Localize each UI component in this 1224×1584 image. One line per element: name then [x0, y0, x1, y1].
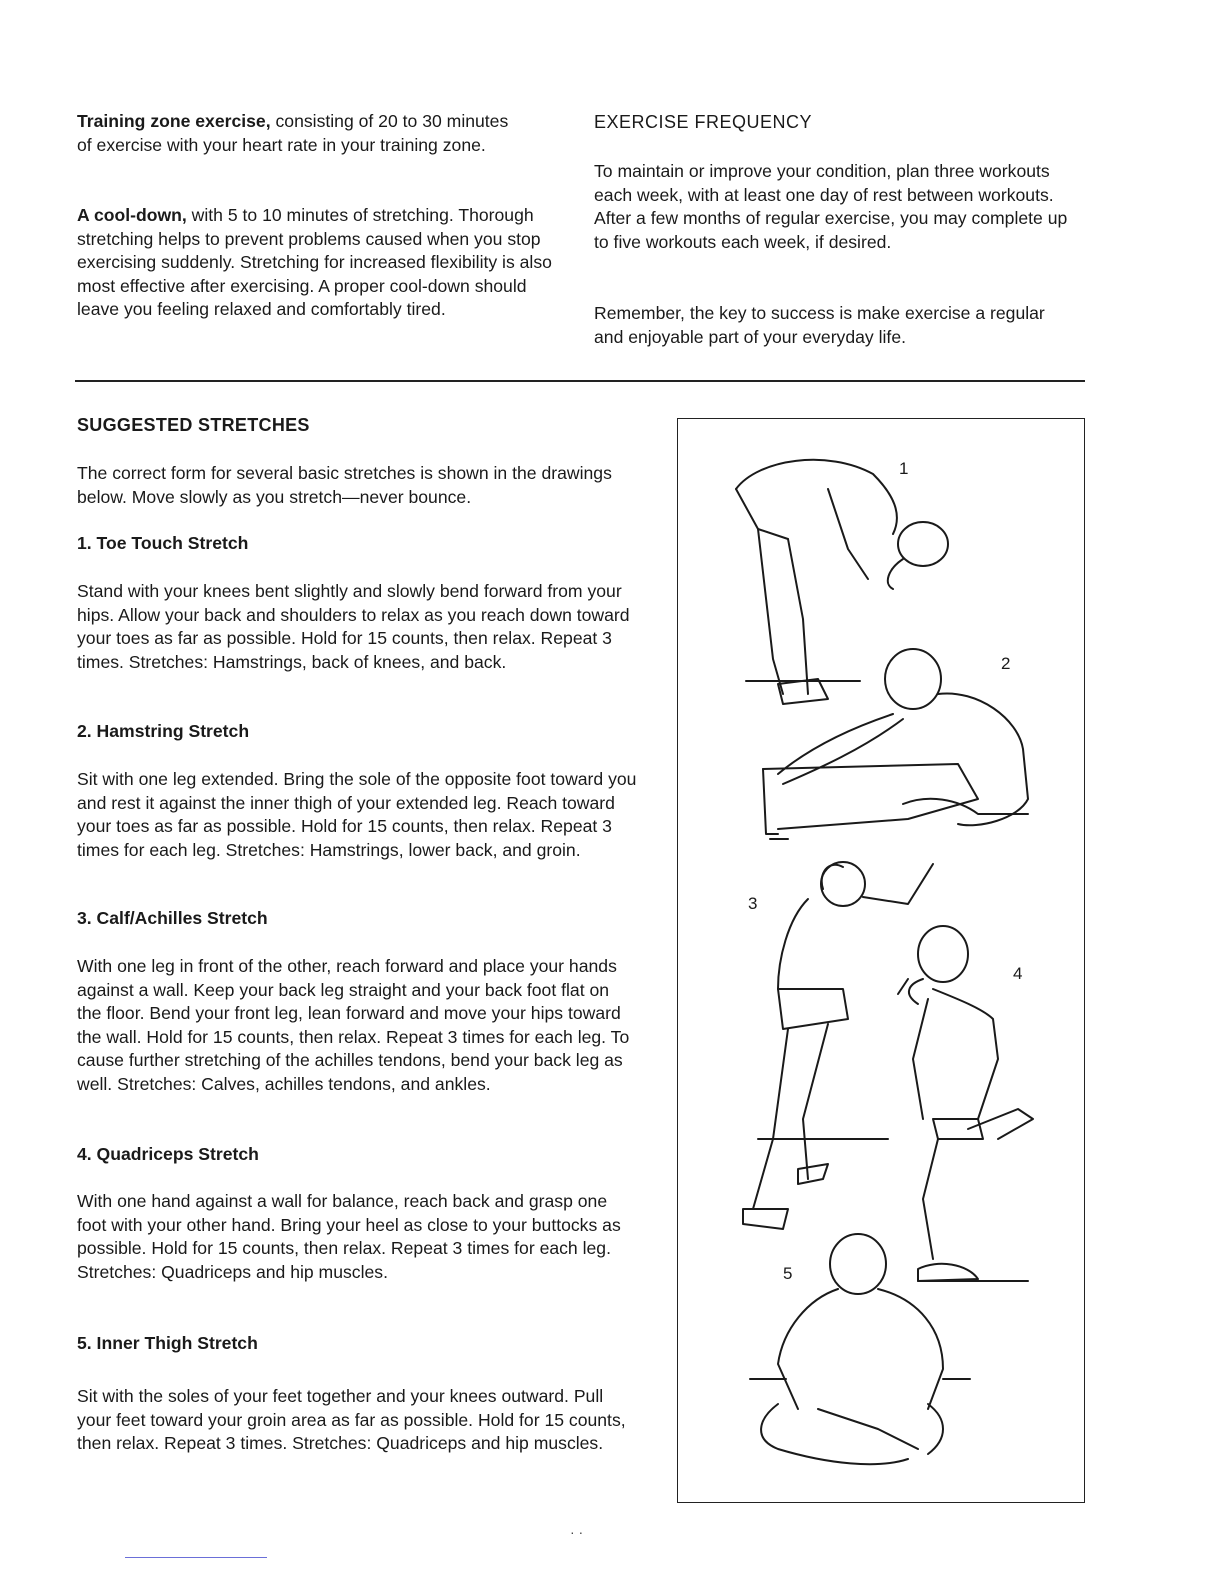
training-zone-paragraph [77, 110, 517, 157]
stretch-title-1: 1. Toe Touch Stretch [77, 533, 249, 553]
stretches-intro: The correct form for several basic stretches is shown in the drawings below. Move slowly as you stretch—never bounce. [77, 463, 612, 507]
stretches-illustration [677, 418, 1085, 1503]
cool-down-paragraph [77, 204, 572, 322]
stretch-text-3: With one leg in front of the other, reach forward and place your hands against a wall. Keep your back leg straight and your back foot flat on the floor. Bend your front leg, lean forward and move your hips toward the wall. Hold for 15 counts, then relax. Repeat 3 times for each leg. To cause further stretching of the achilles tendons, bend your back leg as well. Stretches: Calves, achilles tendons, and ankles. [77, 956, 630, 1094]
exercise-frequency-paragraph-2: Remember, the key to success is make exercise a regular and enjoyable part of your everyday life. [594, 303, 1045, 347]
figure-label-2: 2 [1001, 654, 1011, 673]
stretch-title-5: 5. Inner Thigh Stretch [77, 1333, 258, 1353]
training-zone-text: consisting of 20 to 30 minutes of exercise with your heart rate in your training zone. [77, 111, 509, 155]
footer-rule [125, 1557, 267, 1558]
stretch-title-2: 2. Hamstring Stretch [77, 721, 250, 741]
stretch-text-2: Sit with one leg extended. Bring the sole of the opposite foot toward you and rest it against the inner thigh of your extended leg. Reach toward your toes as far as possible. Hold for 15 counts, then relax. Repeat 3 times for each leg. Stretches: Hamstrings, lower back, and groin. [77, 769, 637, 860]
figure-label-4: 4 [1013, 964, 1023, 983]
toe-touch-figure [736, 460, 948, 704]
stretch-title-3: 3. Calf/Achilles Stretch [77, 908, 268, 928]
cool-down-lead: A cool-down, [77, 205, 187, 225]
figure-label-5: 5 [783, 1264, 793, 1283]
hamstring-figure [763, 649, 1028, 839]
exercise-frequency-heading: EXERCISE FREQUENCY [594, 112, 813, 132]
suggested-stretches-heading: SUGGESTED STRETCHES [77, 415, 310, 435]
section-divider [75, 380, 1085, 382]
exercise-frequency-paragraph-1: To maintain or improve your condition, plan three workouts each week, with at least one day of rest between workouts. After a few months of regular exercise, you may complete up to five workouts each week, if desired. [594, 161, 1068, 252]
page-marks: · · [570, 1524, 584, 1540]
stretch-title-4: 4. Quadriceps Stretch [77, 1144, 259, 1164]
figure-label-1: 1 [899, 459, 909, 478]
figure-label-3: 3 [748, 894, 758, 913]
stretch-text-1: Stand with your knees bent slightly and slowly bend forward from your hips. Allow your back and shoulders to relax as you reach down toward your toes as far as possible. Hold for 15 counts, then relax. Repeat 3 times. Stretches: Hamstrings, back of knees, and back. [77, 581, 630, 672]
training-zone-lead: Training zone exercise, [77, 111, 271, 131]
cool-down-text: with 5 to 10 minutes of stretching. Thorough stretching helps to prevent problems caused when you stop exercising suddenly. Stretching for increased flexibility is also most effective after exercising. A proper cool-down should leave you feeling relaxed and comfortably tired. [77, 205, 552, 320]
stretch-text-5: Sit with the soles of your feet together and your knees outward. Pull your feet toward your groin area as far as possible. Hold for 15 counts, then relax. Repeat 3 times. Stretches: Quadriceps and hip muscles. [77, 1386, 626, 1454]
stretch-text-4: With one hand against a wall for balance, reach back and grasp one foot with your other hand. Bring your heel as close to your buttocks as possible. Hold for 15 counts, then relax. Repeat 3 times for each leg. Stretches: Quadriceps and hip muscles. [77, 1191, 621, 1282]
calf-achilles-figure [743, 862, 933, 1229]
